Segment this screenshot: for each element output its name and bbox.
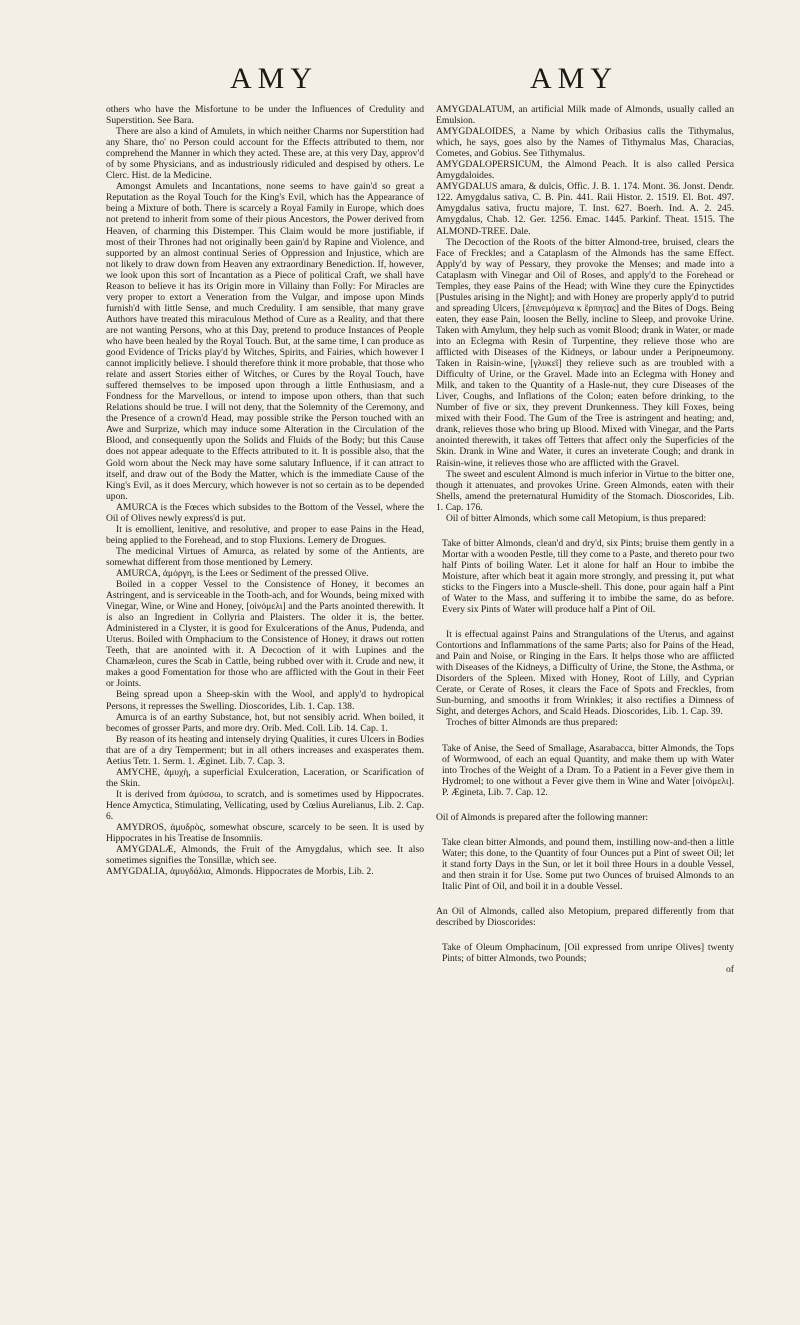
paragraph: The medicinal Virtues of Amurca, as related by some of the Antients, are somewhat different from those mentioned by Lemery. (106, 545, 424, 568)
paragraph: Being spread upon a Sheep-skin with the Wool, and apply'd to hydropical Persons, it represses the Swelling. Dioscorides, Lib. 1. Cap. 138. (106, 689, 424, 712)
paragraph: Boiled in a copper Vessel to the Consistence of Honey, it becomes an Astringent, and is serviceable in the Tooth-ach, and for Wounds, being mixed with Vinegar, Wine, or Wine and Honey, [οἰνόμελι] and the Parts anointed therewith. It is also an Ingredient in Collyria and Plaisters. The older it is, the better. Administered in a Clyster, it is good for Exulcerations of the Anus, Pudenda, and Uterus. Boiled with Omphacium to the Consistence of Honey, it draws out rotten Teeth, that are anointed with it. A Decoction of it with Lupines and the Chamæleon, cures the Scab in Cattle, being rubbed over with it. Crude and new, it makes a good Fomentation for those who are afflicted with the Gout in their Feet or Joints. (106, 579, 424, 690)
paragraph: AMYCHE, ἀμυχὴ, a superficial Exulceration, Laceration, or Scarification of the Skin. (106, 766, 424, 789)
paragraph: AMURCA is the Fœces which subsides to the Bottom of the Vessel, where the Oil of Olives newly express'd is put. (106, 501, 424, 524)
paragraph: AMYGDALUS amara, & dulcis, Offic. J. B. 1. 174. Mont. 36. Jonst. Dendr. 122. Amygdalus sativa, C. B. Pin. 441. Raii Histor. 2. 1519. El. Bot. 497. Amygdalus sativa, fructu majore, T. Inst. 627. Boerh. Ind. A. 2. 245. Amygdalus, Chab. 12. Ger. 1256. Emac. 1445. Parkinf. Theat. 1515. The ALMOND-TREE. Dale. (436, 181, 734, 237)
paragraph: others who have the Misfortune to be under the Influences of Credulity and Superstition. See Bara. (106, 104, 424, 127)
paragraph: Oil of bitter Almonds, which some call Metopium, is thus prepared: (446, 512, 707, 524)
paragraph: Take of bitter Almonds, clean'd and dry'd, six Pints; bruise them gently in a Mortar with a wooden Pestle, till they come to a Paste, and thereto pour two half Pints of boiling Water. Let it alone for half an Hour to imbibe the Moisture, after which beat it again more strongly, and pressing it, put what sticks to the Fingers into a Muscle-shell. This done, pour again half a Pint of Water to the Mass, and suffering it to imbibe the same, do as before. Every six Pints of Water will produce half a Pint of Oil. (442, 537, 735, 616)
header-left: AMY (230, 62, 319, 95)
paragraph: Take clean bitter Almonds, and pound them, instilling now-and-then a little Water; this done, to the Quantity of four Ounces put a Pint of sweet Oil; let it stand forty Days in the Sun, or let it boil three Hours in a double Vessel, and then strain it for Use. Some put two Ounces of bruised Almonds to an Italic Pint of Oil, and boil it in a double Vessel. (442, 836, 734, 892)
paragraph: It is derived from ἀμύσσω, to scratch, and is sometimes used by Hippocrates. Hence Amyctica, Stimulating, Vellicating, used by Cœlius Aurelianus, Lib. 2. Cap. 6. (106, 788, 424, 822)
paragraph: AMURCA, ἀμόργη, is the Lees or Sediment of the pressed Olive. (116, 567, 369, 579)
running-header (0, 62, 800, 102)
paragraph: It is emollient, lenitive, and resolutive, and proper to ease Pains in the Head, being applied to the Forehead, and to stop Fluxions. Lemery de Drogues. (106, 523, 424, 546)
paragraph: An Oil of Almonds, called also Metopium, prepared differently from that described by Dioscorides: (436, 906, 734, 929)
paragraph: AMYGDALIA, ἀμυγδάλια, Almonds. Hippocrates de Morbis, Lib. 2. (106, 866, 374, 878)
paragraph: AMYGDALOPERSICUM, the Almond Peach. It is also called Persica Amygdaloides. (436, 159, 734, 182)
paragraph: of (726, 964, 734, 976)
paragraph: AMYDROS, ἀμυδρὸς, somewhat obscure, scarcely to be seen. It is used by Hippocrates in his Treatise de Insomniis. (106, 822, 424, 845)
left-column (106, 104, 424, 877)
paragraph: The Decoction of the Roots of the bitter Almond-tree, bruised, clears the Face of Freckles; and a Cataplasm of the Almonds has the same Effect. Apply'd by way of Pessary, they provoke the Menses; and made into a Cataplasm with Vinegar and Oil of Roses, and apply'd to the Forehead or Temples, they ease Pains of the Head; with Wine they cure the Epinyctides [Pustules arising in the Night]; and with Honey are properly apply'd to putrid and spreading Ulcers, [ἐπινεμόμενα κ ἕρπητας] and the Bites of Dogs. Being eaten, they ease Pain, loosen the Belly, incline to Sleep, and provoke Urine. Taken with Amylum, they help such as vomit Blood; drank in Water, or made into an Eclegma with Resin of Turpentine, they relieve those who are afflicted with Diseases of the Kidneys, or labour under a Peripneumony. Taken in Raisin-wine, [γλυκεῖ] they relieve such as are troubled with a Difficulty of Urine, or the Gravel. Made into an Eclegma with Honey and Milk, and taken to the Quantity of a Hasle-nut, they cure Diseases of the Liver, Coughs, and Inflations of the Colon; eaten before drinking, to the Number of five or six, they prevent Drunkenness. They kill Foxes, being mixed with their Food. The Gum of the Tree is astringent and heating; and, drank, relieves those who bring up Blood. Mixed with Vinegar, and the Parts anointed therewith, it takes off Tetters that affect only the Superficies of the Skin. Drank in Wine and Water, it cures an inveterate Cough; and drank in Raisin-wine, it relieves those who are afflicted with the Gravel. (436, 236, 734, 469)
paragraph: Take of Anise, the Seed of Smallage, Asarabacca, bitter Almonds, the Tops of Wormwood, of each an equal Quantity, and make them up with Water into Troches of the Weight of a Dram. To a Patient in a Fever give them in Hydromel; to one without a Fever give them in Wine and Water [οἰνόμελι]. P. Ægineta, Lib. 7. Cap. 12. (442, 742, 734, 798)
header-right: AMY (530, 62, 619, 95)
paragraph: By reason of its heating and intensely drying Qualities, it cures Ulcers in Bodies that are of a dry Temperment; but in all others increases and exasperates them. Aetius Tetr. 1. Serm. 1. Æginet. Lib. 7. Cap. 3. (106, 733, 425, 767)
paragraph: The sweet and esculent Almond is much inferior in Virtue to the bitter one, though it attenuates, and provokes Urine. Green Almonds, eaten with their Shells, amend the preternatural Humidity of the Stomach. Dioscorides, Lib. 1. Cap. 176. (436, 468, 734, 513)
paragraph: AMYGDALOIDES, a Name by which Oribasius calls the Tithymalus, which, he says, goes also by the Names of Tithymalus Mas, Characias, Cometes, and Gobius. See Tithymalus. (436, 126, 734, 160)
paragraph: AMYGDALATUM, an artificial Milk made of Almonds, usually called an Emulsion. (436, 104, 734, 127)
paragraph: It is effectual against Pains and Strangulations of the Uterus, and against Contortions and Inflammations of the same Parts; also for Pains of the Head, and Pain and Noise, or Ringing in the Ears. It helps those who are afflicted with Diseases of the Kidneys, a Difficulty of Urine, the Stone, the Asthma, or Disorders of the Spleen. Mixed with Honey, Root of Lilly, and Cyprian Cerate, or Cerate of Roses, it clears the Face of Spots and Freckles, from Sun-burning, and smooths it from Wrinkles; it also rectifies a Dimness of Sight, and deterges Achors, and Scald Heads. Dioscorides, Lib. 1. Cap. 39. (436, 629, 734, 718)
paragraph: Take of Oleum Omphacinum, [Oil expressed from unripe Olives] twenty Pints; of bitter Almonds, two Pounds; (442, 942, 734, 965)
paragraph: Troches of bitter Almonds are thus prepared: (446, 717, 618, 729)
paragraph: AMYGDALÆ, Almonds, the Fruit of the Amygdalus, which see. It also sometimes signifies the Tonsillæ, which see. (106, 844, 424, 867)
paragraph: Oil of Almonds is prepared after the following manner: (436, 811, 649, 823)
paragraph: Amongst Amulets and Incantations, none seems to have gain'd so great a Reputation as the Royal Touch for the King's Evil, which has the Appearance of being a Mixture of both. There is scarcely a Royal Family in Europe, which does not pretend to inherit from some of their pious Ancestors, the Power derived from Heaven, of charming this Distemper. This Claim would be more justifiable, if most of their Thrones had not originally been gain'd by Rapine and Violence, and supported by an almost continual Series of Oppression and Injustice, which are not likely to draw down from Heaven any extraordinary Benediction. If, however, we look upon this sort of Incantation as a Piece of political Craft, we shall have Reason to believe it has its Origin more in Villainy than Folly: For Miracles are very proper to extort a Veneration from the Vulgar, and impose upon Minds furnish'd with little Sense, and much Credulity. I am sensible, that many grave Authors have treated this miraculous Method of Cure as a Reality, and that there are not wanting Persons, who at this Day, pretend to produce Instances of People who have been healed by the Royal Touch. But, at the same time, I can produce as good Evidence of Tricks play'd by Witches, Spirits, and Fairies, which however I cannot implicitly believe. I should therefore think it more probable, that those who relate and assert Stories either of Witches, or Cures by the Royal Touch, have suffered themselves to be imposed upon through a little Enthusiasm, and a Fondness for the Marvellous, or intend to impose upon others, than that such Relations should be true. I will not deny, that the Solemnity of the Ceremony, and the Presence of a crown'd Head, may possible strike the Person touched with an Awe and Surprize, which may induce some Alteration in the Circulation of the Blood, and consequently upon the Solids and Fluids of the Body; but this Cause does not appear adequate to the Effects attributed to it. It is possible also, that the Gold worn about the Neck may have some salutary Influence, if it can attract to itself, and draw out of the Body the Matter, which is the immediate Cause of the King's Evil, as it does Mercury, which however is not so certain as to be depended upon. (106, 181, 424, 502)
paragraph: There are also a kind of Amulets, in which neither Charms nor Superstition had any Share, tho' no Person could account for the Effects attributed to them, nor comprehend the Manner in which they acted. These are, at this very Day, approv'd of by some Physicians, and as industriously ridiculed and despised by others. Le Clerc. Hist. de la Medicine. (106, 126, 424, 182)
paragraph: Amurca is of an earthy Substance, hot, but not sensibly acrid. When boiled, it becomes of grosser Parts, and more dry. Orib. Med. Coll. Lib. 14. Cap. 1. (106, 711, 424, 734)
right-column (436, 104, 734, 975)
